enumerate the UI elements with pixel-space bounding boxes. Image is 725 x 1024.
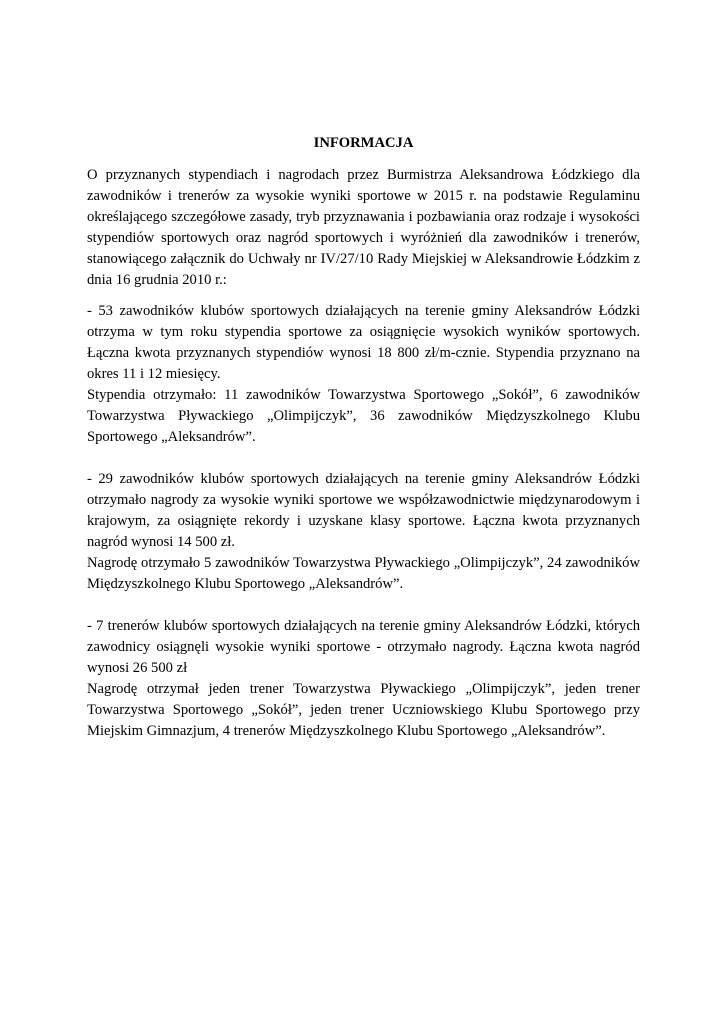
scholarships-paragraph: - 53 zawodników klubów sportowych działających na terenie gminy Aleksandrów Łódzki otrzyma w tym roku stypendia sportowe za osiągnięcie wysokich wyników sportowych. Łączna kwota przyznanych stypendiów wynosi 18 800 zł/m-cznie. Stypendia przyznano na okres 11 i 12 miesięcy. (87, 303, 640, 382)
coach-awards-paragraph: - 7 trenerów klubów sportowych działających na terenie gminy Aleksandrów Łódzki, których zawodnicy osiągnęli wysokie wyniki sportowe - otrzymało nagrody. Łączna kwota nagród wynosi 26 500 zł (87, 618, 640, 676)
coach-awards-detail-paragraph: Nagrodę otrzymał jeden trener Towarzystwa Pływackiego „Olimpijczyk”, jeden trener Towarzystwa Sportowego „Sokół”, jeden trener Uczniowskiego Klubu Sportowego przy Miejskim Gimnazjum, 4 trenerów Międzyszkolnego Klubu Sportowego „Aleksandrów”. (87, 681, 640, 739)
athlete-awards-paragraph: - 29 zawodników klubów sportowych działających na terenie gminy Aleksandrów Łódzki otrzymało nagrody za wysokie wyniki sportowe we współzawodnictwie międzynarodowym i krajowym, za osiągnięte rekordy i uzyskane klasy sportowe. Łączna kwota przyznanych nagród wynosi 14 500 zł. (87, 471, 640, 550)
document-page (87, 133, 640, 742)
intro-paragraph: O przyznanych stypendiach i nagrodach przez Burmistrza Aleksandrowa Łódzkiego dla zawodników i trenerów za wysokie wyniki sportowe w 2015 r. na podstawie Regulaminu określającego szczegółowe zasady, tryb przyznawania i pozbawiania oraz rodzaje i wysokości stypendiów sportowych oraz nagród sportowych i wyróżnień dla zawodników i trenerów, stanowiącego załącznik do Uchwały nr IV/27/10 Rady Miejskiej w Aleksandrowie Łódzkim z dnia 16 grudnia 2010 r.: (87, 167, 640, 288)
spacer (87, 448, 640, 469)
document-title: INFORMACJA (313, 135, 414, 151)
spacer (87, 291, 640, 301)
athlete-awards-detail-paragraph: Nagrodę otrzymało 5 zawodników Towarzystwa Pływackiego „Olimpijczyk”, 24 zawodników Międzyszkolnego Klubu Sportowego „Aleksandrów”. (87, 555, 640, 592)
spacer (87, 595, 640, 616)
scholarships-detail-paragraph: Stypendia otrzymało: 11 zawodników Towarzystwa Sportowego „Sokół”, 6 zawodników Towarzystwa Pływackiego „Olimpijczyk”, 36 zawodników Międzyszkolnego Klubu Sportowego „Aleksandrów”. (87, 387, 640, 445)
